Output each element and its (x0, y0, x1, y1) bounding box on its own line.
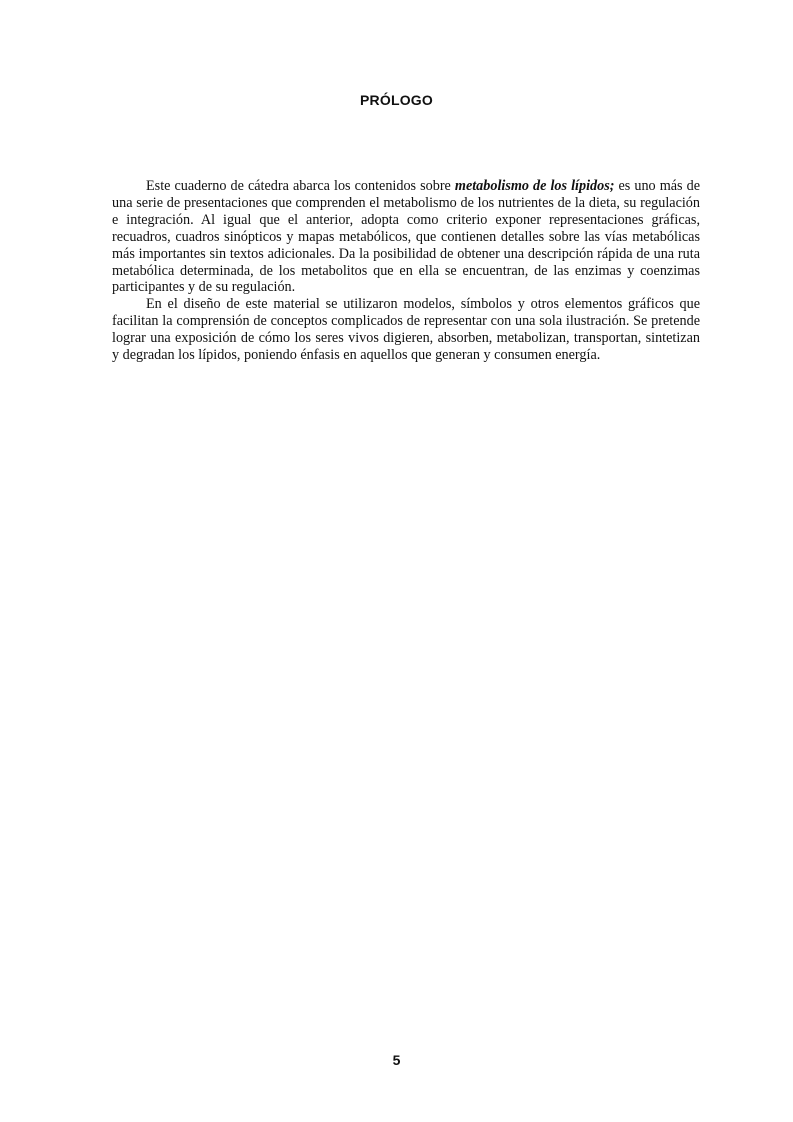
paragraph-2: En el diseño de este material se utilizaron modelos, símbolos y otros elementos gráficos que facilitan la comprensión de conceptos complicados de representar con una sola ilustración. Se pretende lograr una exposición de cómo los seres vivos digieren, absorben, metabolizan, transportan, sintetizan y degradan los lípidos, poniendo énfasis en aquellos que generan y consumen energía. (112, 296, 700, 364)
paragraph-1 (112, 178, 700, 296)
paragraph-1-intro: Este cuaderno de cátedra abarca los contenidos sobre (146, 178, 455, 194)
page-number: 5 (392, 1052, 401, 1068)
paragraph-1-rest: es uno más de una serie de presentaciones que comprenden el metabolismo de los nutrientes de la dieta, su regulación e integración. Al igual que el anterior, adopta como criterio exponer representaciones gráficas, recuadros, cuadros sinópticos y mapas metabólicos, que contienen detalles sobre las vías metabólicas más importantes sin textos adicionales. Da la posibilidad de obtener una descripción rápida de una ruta metabólica determinada, de los metabolitos que en ella se encuentran, de las enzimas y coenzimas participantes y de su regulación. (112, 178, 700, 296)
page-title: PRÓLOGO (360, 92, 433, 108)
prologue-body (112, 178, 700, 364)
paragraph-1-emphasis: metabolismo de los lípidos; (454, 178, 615, 194)
